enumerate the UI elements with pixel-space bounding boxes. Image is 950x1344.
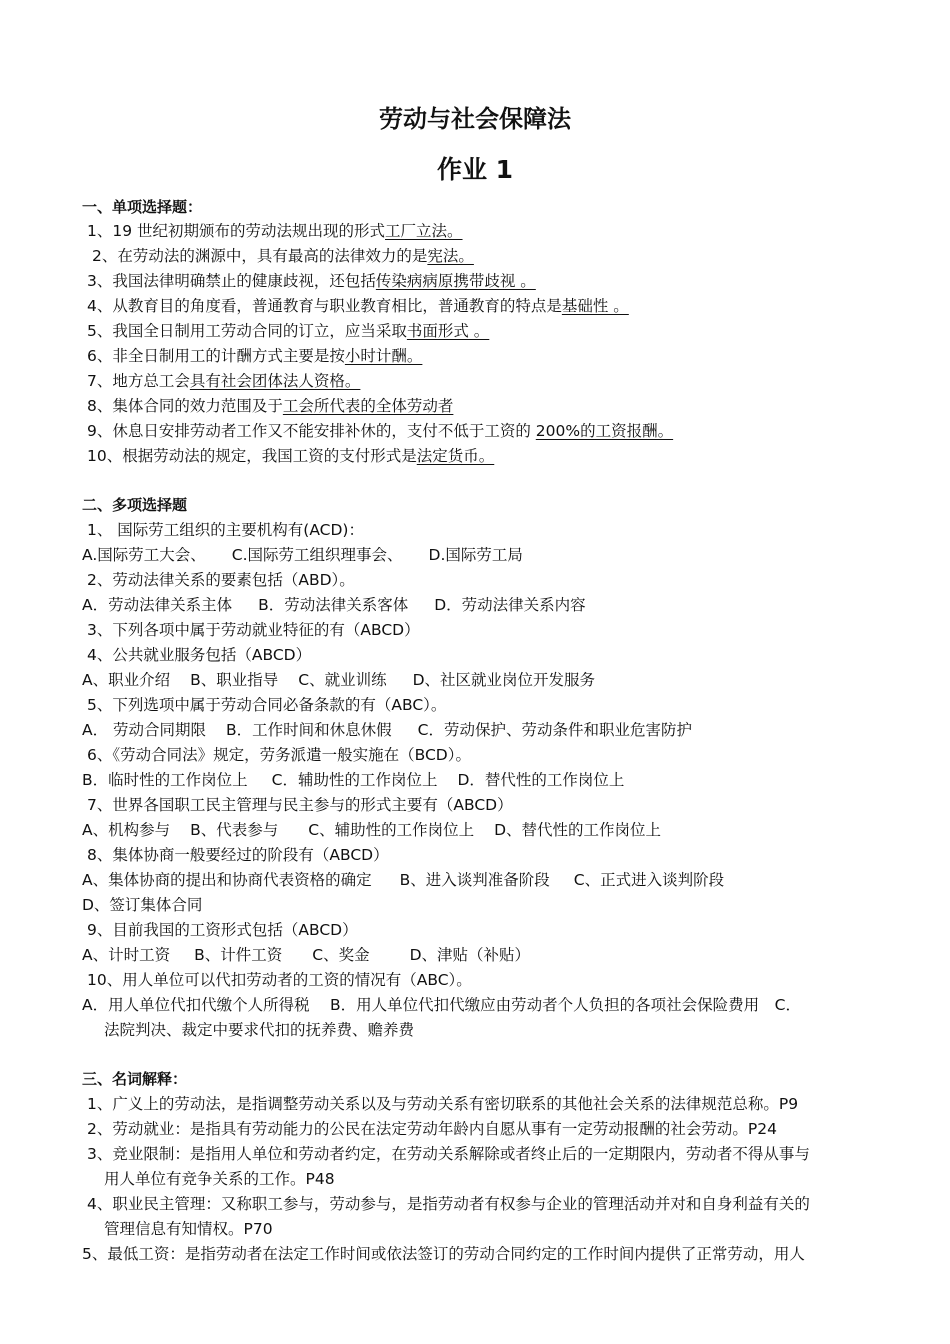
question-line: 8、集体协商一般要经过的阶段有（ABCD）: [87, 846, 389, 864]
question-line: 10、用人单位可以代扣劳动者的工资的情况有（ABC）。: [87, 971, 472, 989]
answer: 200%的工资报酬。: [535, 422, 674, 440]
list-item: 6、非全日制用工的计酬方式主要是按小时计酬。: [87, 347, 423, 365]
definition-line: 3、竞业限制：是指用人单位和劳动者约定，在劳动关系解除或者终止后的一定期限内，劳动者不得从事与: [87, 1145, 810, 1163]
answer: 法定货币。: [416, 447, 495, 465]
answer: 工厂立法。: [385, 222, 463, 240]
list-item: 7、地方总工会具有社会团体法人资格。: [87, 372, 361, 390]
definition-line: 1、广义上的劳动法，是指调整劳动关系以及与劳动关系有密切联系的其他社会关系的法律规范总称。P9: [87, 1095, 799, 1113]
section-heading-single-choice: 一、单项选择题：: [82, 198, 203, 216]
options-line: A.国际劳工大会、 C.国际劳工组织理事会、 D.国际劳工局: [82, 546, 523, 564]
question-line: 2、劳动法律关系的要素包括（ABD）。: [87, 571, 355, 589]
list-item: 2、在劳动法的渊源中，具有最高的法律效力的是宪法。: [92, 247, 474, 265]
answer: 传染病病原携带歧视 。: [375, 272, 536, 290]
answer: 具有社会团体法人资格。: [189, 372, 361, 390]
list-item: 3、我国法律明确禁止的健康歧视，还包括传染病病原携带歧视 。: [87, 272, 536, 290]
list-item: 5、我国全日制用工劳动合同的订立，应当采取书面形式 。: [87, 322, 490, 340]
options-line: A．劳动法律关系主体 B．劳动法律关系客体 D．劳动法律关系内容: [82, 596, 586, 614]
options-line: D、签订集体合同: [82, 896, 203, 914]
question-line: 4、公共就业服务包括（ABCD）: [87, 646, 312, 664]
question-line: 5、下列选项中属于劳动合同必备条款的有（ABC）。: [87, 696, 447, 714]
answer: 小时计酬。: [344, 347, 423, 365]
answer: 工会所代表的全体劳动者: [282, 397, 454, 415]
question-line: 7、世界各国职工民主管理与民主参与的形式主要有（ABCD）: [87, 796, 513, 814]
list-item: 4、从教育目的角度看，普通教育与职业教育相比，普通教育的特点是基础性 。: [87, 297, 629, 315]
definition-line: 4、职业民主管理：又称职工参与，劳动参与，是指劳动者有权参与企业的管理活动并对和自身利益有关的: [87, 1195, 810, 1213]
question-line: 9、目前我国的工资形式包括（ABCD）: [87, 921, 358, 939]
question-line: 3、下列各项中属于劳动就业特征的有（ABCD）: [87, 621, 420, 639]
list-item: 8、集体合同的效力范围及于工会所代表的全体劳动者: [87, 397, 454, 415]
definition-line: 用人单位有竞争关系的工作。P48: [104, 1170, 335, 1188]
question-line: 1、 国际劳工组织的主要机构有(ACD)：: [87, 521, 364, 539]
options-line: A、机构参与 B、代表参与 C、辅助性的工作岗位上 D、替代性的工作岗位上: [82, 821, 662, 839]
definition-line: 5、最低工资：是指劳动者在法定工作时间或依法签订的劳动合同约定的工作时间内提供了正常劳动，用人: [82, 1245, 805, 1263]
answer: 书面形式 。: [406, 322, 490, 340]
document-title: 劳动与社会保障法: [379, 105, 571, 133]
options-line: A． 劳动合同期限 B．工作时间和休息休假 C．劳动保护、劳动条件和职业危害防护: [82, 721, 692, 739]
list-item: 9、休息日安排劳动者工作又不能安排补休的，支付不低于工资的 200%的工资报酬。: [87, 422, 674, 440]
list-item: 1、19 世纪初期颁布的劳动法规出现的形式工厂立法。: [87, 222, 463, 240]
definition-line: 管理信息有知情权。P70: [104, 1220, 273, 1238]
section-heading-multiple-choice: 二、多项选择题: [82, 496, 188, 514]
answer: 基础性 。: [561, 297, 629, 315]
options-line: A．用人单位代扣代缴个人所得税 B．用人单位代扣代缴应由劳动者个人负担的各项社会保险费用 C．: [82, 996, 801, 1014]
options-line: B．临时性的工作岗位上 C．辅助性的工作岗位上 D．替代性的工作岗位上: [82, 771, 625, 789]
options-line: 法院判决、裁定中要求代扣的抚养费、赡养费: [104, 1021, 415, 1039]
section-heading-definitions: 三、名词解释：: [82, 1070, 188, 1088]
options-line: A、集体协商的提出和协商代表资格的确定 B、进入谈判准备阶段 C、正式进入谈判阶段: [82, 871, 725, 889]
options-line: A、职业介绍 B、职业指导 C、就业训练 D、社区就业岗位开发服务: [82, 671, 596, 689]
options-line: A、计时工资 B、计件工资 C、奖金 D、津贴（补贴）: [82, 946, 531, 964]
answer: 宪法。: [427, 247, 474, 265]
question-line: 6、《劳动合同法》规定，劳务派遣一般实施在（BCD）。: [87, 746, 471, 764]
list-item: 10、根据劳动法的规定，我国工资的支付形式是法定货币。: [87, 447, 495, 465]
definition-line: 2、劳动就业：是指具有劳动能力的公民在法定劳动年龄内自愿从事有一定劳动报酬的社会劳动。P24: [87, 1120, 777, 1138]
document-subtitle: 作业 1: [436, 155, 514, 184]
